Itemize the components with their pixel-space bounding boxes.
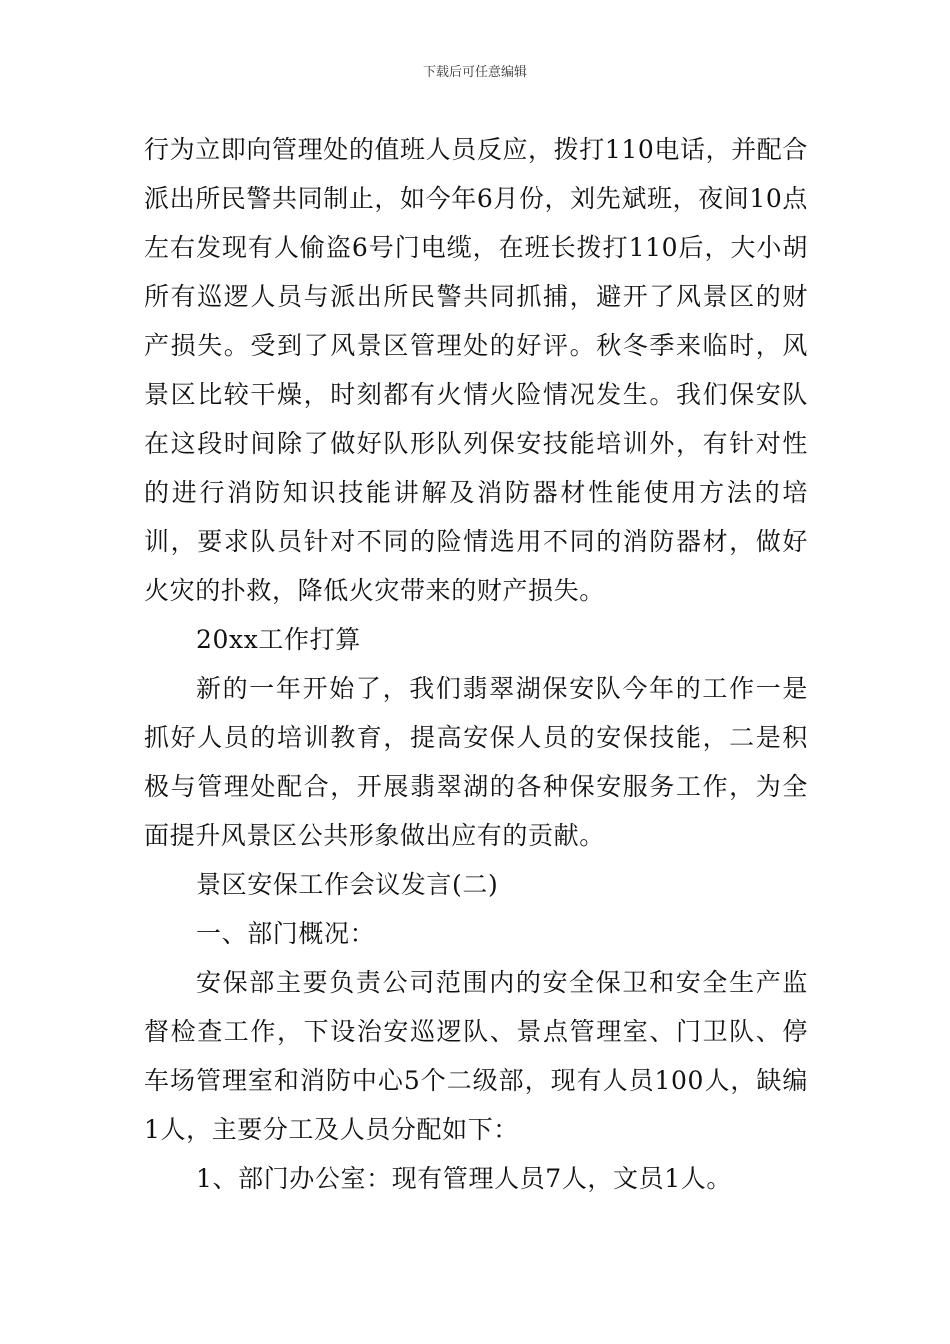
- document-title-part-two: 景区安保工作会议发言(二): [196, 870, 499, 899]
- document-body: [144, 125, 808, 1203]
- section-heading-department-overview: 一、部门概况：: [196, 919, 376, 948]
- list-item-department-office: 1、部门办公室：现有管理人员7人，文员1人。: [196, 1164, 732, 1193]
- section-heading-work-plan: 20xx工作打算: [196, 625, 361, 654]
- paragraph-department-duties: 安保部主要负责公司范围内的安全保卫和安全生产监督检查工作，下设治安巡逻队、景点管理室、门卫队、停车场管理室和消防中心5个二级部，现有人员100人，缺编1人，主要分工及人员分配如下：: [144, 968, 808, 1144]
- paragraph-new-year-plan: 新的一年开始了，我们翡翠湖保安队今年的工作一是抓好人员的培训教育，提高安保人员的安保技能，二是积极与管理处配合，开展翡翠湖的各种保安服务工作，为全面提升风景区公共形象做出应有的贡献。: [144, 674, 808, 850]
- paragraph-continuation: 行为立即向管理处的值班人员反应，拨打110电话，并配合派出所民警共同制止，如今年6月份，刘先斌班，夜间10点左右发现有人偷盗6号门电缆，在班长拨打110后，大小胡所有巡逻人员与派出所民警共同抓捕，避开了风景区的财产损失。受到了风景区管理处的好评。秋冬季来临时，风景区比较干燥，时刻都有火情火险情况发生。我们保安队在这段时间除了做好队形队列保安技能培训外，有针对性的进行消防知识技能讲解及消防器材性能使用方法的培训，要求队员针对不同的险情选用不同的消防器材，做好火灾的扑救，降低火灾带来的财产损失。: [144, 135, 808, 605]
- page-header: 下载后可任意编辑: [422, 65, 527, 80]
